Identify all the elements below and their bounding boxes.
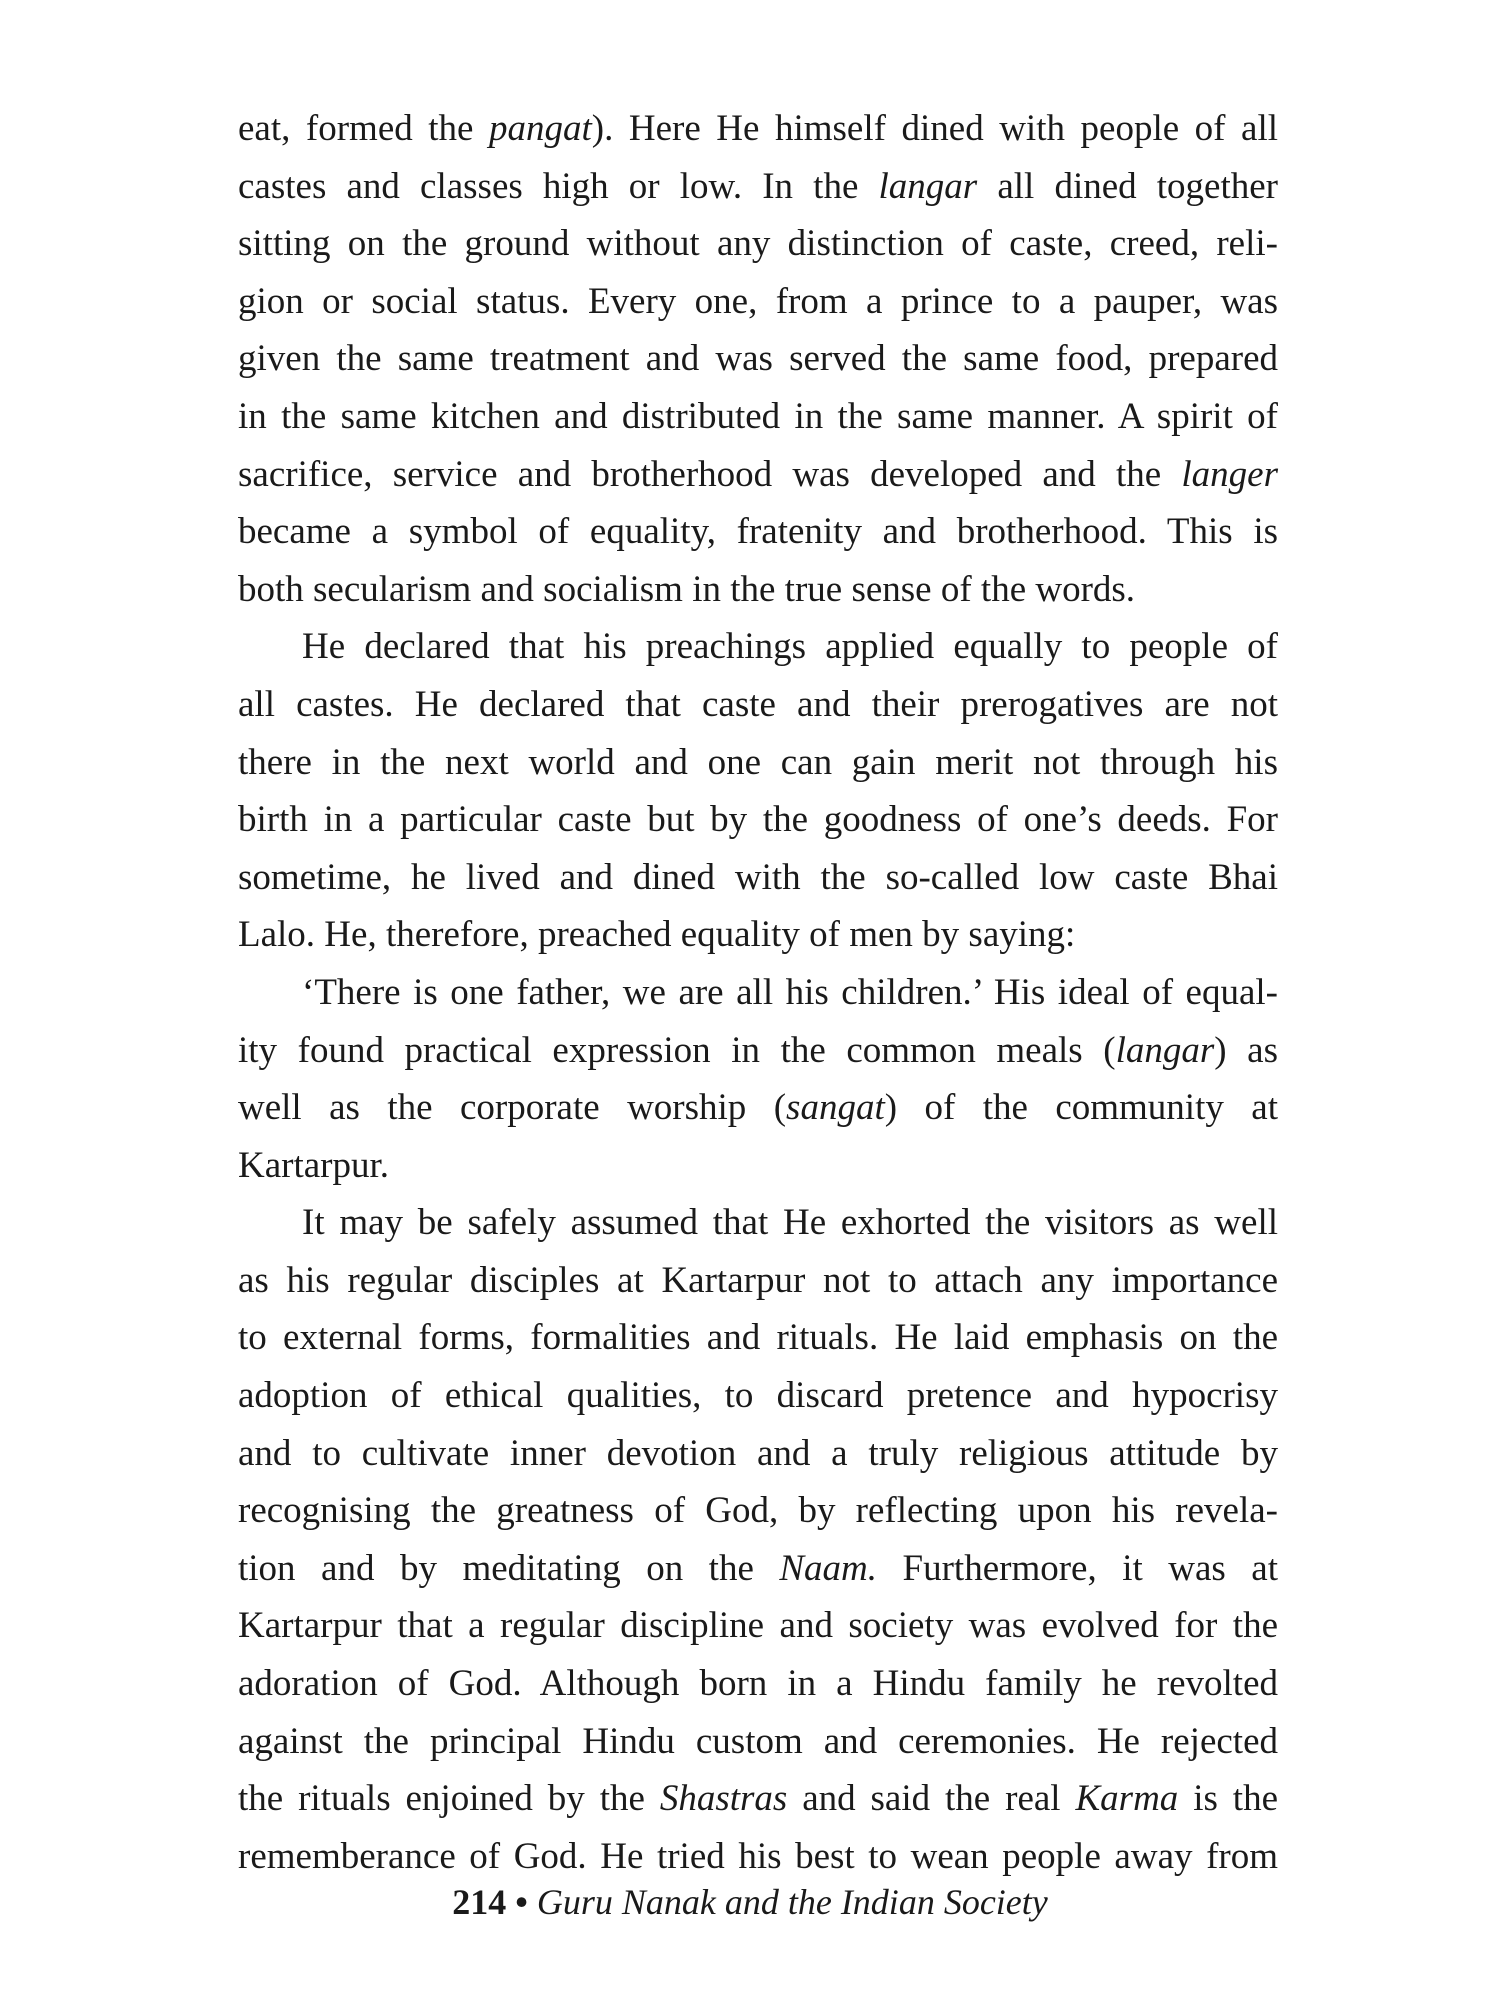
text-line (238, 446, 1278, 504)
text-run: and said the real (787, 1778, 1076, 1820)
text-run: both secularism and socialism in the true sense of the words. (238, 568, 1136, 610)
text-run: all castes. He declared that caste and their prerogatives are not (238, 683, 1278, 725)
text-line (238, 330, 1278, 388)
text-run: It may be safely assumed that He exhorted the visitors as well (302, 1202, 1278, 1244)
italic-term: Naam. (779, 1547, 878, 1589)
text-run: adoption of ethical qualities, to discard pretence and hypocrisy (238, 1375, 1278, 1417)
text-run: to external forms, formalities and rituals. He laid emphasis on the (238, 1317, 1278, 1359)
text-run: sitting on the ground without any distinction of caste, creed, reli- (238, 223, 1278, 265)
text-run: ity found practical expression in the common meals ( (238, 1029, 1116, 1071)
text-line (238, 100, 1278, 158)
text-run: against the principal Hindu custom and ceremonies. He rejected (238, 1720, 1278, 1762)
text-line (238, 1482, 1278, 1540)
footer-separator: • (515, 1882, 528, 1922)
text-run: eat, formed the (238, 108, 490, 149)
page-body (238, 100, 1278, 1885)
text-line (238, 1655, 1278, 1713)
text-run: Furthermore, it was at (877, 1547, 1278, 1589)
text-run: ‘There is one father, we are all his children.’ His ideal of equal- (302, 971, 1278, 1013)
text-run: there in the next world and one can gain merit not through his (238, 741, 1278, 783)
text-run: Kartarpur. (238, 1144, 390, 1186)
italic-term: Shastras (659, 1778, 788, 1820)
text-run: Lalo. He, therefore, preached equality of men by saying: (238, 914, 1076, 956)
text-run: Kartarpur that a regular discipline and society was evolved for the (238, 1605, 1278, 1647)
text-line (238, 158, 1278, 216)
text-line (238, 503, 1278, 561)
text-run: sacrifice, service and brotherhood was developed and the (238, 453, 1182, 495)
text-line (238, 1194, 1278, 1252)
text-line (238, 1770, 1278, 1828)
text-run: tion and by meditating on the (238, 1547, 780, 1589)
text-line (238, 1713, 1278, 1771)
italic-term: langar (1115, 1029, 1215, 1071)
text-line (238, 849, 1278, 907)
text-line (238, 1828, 1278, 1886)
text-run: ) of the community at (884, 1087, 1278, 1129)
text-line (238, 1540, 1278, 1598)
text-line (238, 1425, 1278, 1483)
text-line (238, 1309, 1278, 1367)
italic-term: sangat (786, 1087, 885, 1129)
text-run: gion or social status. Every one, from a prince to a pauper, was (238, 280, 1278, 322)
text-run: became a symbol of equality, fratenity and brotherhood. This is (238, 511, 1278, 553)
text-run: recognising the greatness of God, by reflecting upon his revela- (238, 1490, 1278, 1532)
text-line (238, 1137, 1278, 1195)
text-run: and to cultivate inner devotion and a truly religious attitude by (238, 1432, 1278, 1474)
text-run: ). Here He himself dined with people of all (591, 108, 1279, 149)
italic-term: Karma (1075, 1778, 1179, 1820)
text-line (238, 906, 1278, 964)
text-run: birth in a particular caste but by the goodness of one’s deeds. For (238, 799, 1278, 841)
running-title: Guru Nanak and the Indian Society (536, 1882, 1048, 1922)
text-run: adoration of God. Although born in a Hindu family he revolted (238, 1663, 1278, 1705)
text-run: ) as (1214, 1029, 1278, 1071)
text-run: rememberance of God. He tried his best to wean people away from (238, 1835, 1278, 1877)
text-line (238, 964, 1278, 1022)
italic-term: langar (878, 165, 978, 207)
text-run: in the same kitchen and distributed in the same manner. A spirit of (238, 395, 1278, 437)
text-run: sometime, he lived and dined with the so-called low caste Bhai (238, 856, 1278, 898)
text-line (238, 1252, 1278, 1310)
text-line (238, 1079, 1278, 1137)
text-run: He declared that his preachings applied equally to people of (302, 626, 1278, 668)
text-line (238, 734, 1278, 792)
text-line (238, 791, 1278, 849)
text-run: all dined together (977, 165, 1278, 207)
text-line (238, 1022, 1278, 1080)
text-run: as his regular disciples at Kartarpur not to attach any importance (238, 1259, 1278, 1301)
text-run: well as the corporate worship ( (238, 1087, 787, 1129)
text-line (238, 215, 1278, 273)
italic-term: pangat (489, 108, 592, 149)
text-run: castes and classes high or low. In the (238, 165, 879, 207)
text-line (238, 618, 1278, 676)
italic-term: langer (1181, 453, 1278, 495)
page-number: 214 (452, 1882, 507, 1922)
text-line (238, 1367, 1278, 1425)
text-line (238, 676, 1278, 734)
text-line (238, 388, 1278, 446)
text-run: the rituals enjoined by the (238, 1778, 660, 1820)
page-footer (0, 1880, 1500, 1924)
text-run: is the (1178, 1778, 1279, 1820)
text-line (238, 1597, 1278, 1655)
text-line (238, 273, 1278, 331)
text-run: given the same treatment and was served the same food, prepared (238, 338, 1278, 380)
text-line (238, 561, 1278, 619)
